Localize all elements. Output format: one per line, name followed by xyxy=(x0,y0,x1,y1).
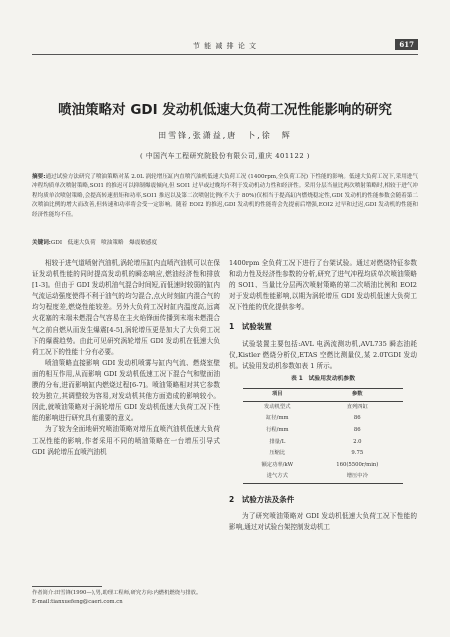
keywords-label: 关键词: xyxy=(32,240,51,246)
body-paragraph: 为了研究喷油策略对 GDI 发动机低速大负荷工况下性能的影响,通过对试验台架控制发动机工 xyxy=(229,511,417,531)
section-heading-2: 2 试验方法及条件 xyxy=(229,494,295,504)
journal-section-name: 节 能 减 排 论 文 xyxy=(192,42,258,50)
author-list: 田雪锋,张潇益,唐 卜,徐 辉 xyxy=(158,131,292,140)
table-cell: 行程/mm xyxy=(266,426,289,433)
table-row xyxy=(243,413,403,425)
body-paragraph: 喷油策略直接影响 GDI 发动机喷雾与缸内气流、燃烧室壁面的相互作用,从而影响 GDI 发动机低速工况下混合气和壁面油膜的分布,进而影响缸内燃烧过程[6-7]。喷油策略相对其它参数较为独立,其调整较为容易,对发动机其他方面造成的影响较小。因此,就喷油策略对于涡轮增压 GDI 发动机低速大负荷工况下性能的影响进行研究具有重要的意义。 xyxy=(32,358,220,423)
body-paragraph: 1400rpm 全负荷工况下进行了台架试验。通过对燃烧特征参数和动力性及经济性参数的分析,研究了进气冲程均质单次喷油策略的 SOI1、当量比分层两次喷射策略的第二次喷油比例和 EOI2 对于发动机性能影响,以期为涡轮增压 GDI 发动机低速大负荷工况下性能的优化提供参考。 xyxy=(229,259,417,312)
footnote-rule xyxy=(32,586,102,587)
table-row xyxy=(243,448,403,460)
table-cell: 压缩比 xyxy=(269,450,286,457)
table-row xyxy=(243,401,403,413)
footnote xyxy=(32,589,222,607)
table-cell: 增压中冷 xyxy=(346,473,368,480)
abstract-text: 通过试验方法研究了喷油策略对某 2.0L 涡轮增压缸内直喷汽油机低速大负荷工况 (1400rpm,全负荷工况) 下性能的影响。低速大负荷工况下,采用进气冲程均质单次喷射策略,SOI1 的推迟可以抑制爆震倾向,但 SOI1 过早或过晚均不利于发动机动力性和经济性。采用分层当量比两次喷射策略时,相较于进气冲程均质单次喷射策略,会提高转速扭矩和功率,SOI1 推迟以及第二次喷射比例(不大于 80%)仅相当于提高缸内燃烧稳定性,GDI 发动机的性能参数会随着第二次喷油比例的增大而改善,但转速和功率将会受一定影响。随着 EOI2 的推迟,GDI 发动机的性能将会先提前后增强,EOI2 过早和过迟,GDI 发动机的性能和经济性能均不佳。 xyxy=(32,174,418,218)
table-header-row xyxy=(243,388,403,401)
table-cell: 额定功率/kW xyxy=(261,461,294,468)
right-column xyxy=(229,258,417,533)
abstract xyxy=(32,173,418,220)
left-column xyxy=(32,258,220,458)
section-heading-1: 1 试验装置 xyxy=(229,322,272,332)
table-row xyxy=(243,460,403,472)
table-cell: 9.75 xyxy=(351,450,364,457)
body-paragraph: 相较于进气道喷射汽油机,涡轮增压缸内直喷汽油机可以在保证发动机性能的同时提高发动机的瞬态响应,燃油经济性和排放[1-3]。但由于 GDI 发动机油气混合时间短,而低速时较弱的缸内气流运动强度使得不利于油气的均匀混合,点火时刻缸内混合气的均匀程度差,燃烧性能较差。另外大负荷工况时缸内温度高,远离火花塞的末端未燃混合气容易在主火焰锋面传播到末端未燃混合气之前自燃从而发生爆震[4-5],涡轮增压更是加大了大负荷工况下的爆震趋势。由此可见研究涡轮增压 GDI 发动机在低速大负荷工况下的性能十分有必要。 xyxy=(32,259,220,356)
running-header xyxy=(32,40,418,55)
table-row xyxy=(243,436,403,448)
table-cell: 86 xyxy=(353,415,361,422)
body-paragraph: 试验装置主要包括:AVL 电涡流测功机,AVL735 瞬态油耗仪,Kistler 燃烧分析仪,ETAS 空燃比测量仪,某 2.0TGDI 发动机。试验用发动机参数如表 1 所示。 xyxy=(229,339,417,370)
author-email: E-mail:tianxuefeng@caeri.com.cn xyxy=(32,599,123,605)
table-cell: 发动机型式 xyxy=(264,403,291,410)
table-row xyxy=(243,471,403,483)
page-number: 617 xyxy=(395,39,418,50)
abstract-label: 摘要: xyxy=(32,174,46,180)
affiliation: ( 中国汽车工程研究院股份有限公司,重庆 401122 ) xyxy=(140,152,310,160)
keywords xyxy=(32,238,418,246)
engine-params-table xyxy=(243,388,403,484)
table-cell: 排量/L xyxy=(269,438,286,445)
table-cell: 缸径/mm xyxy=(266,415,289,422)
table-cell: 160(5500r/min) xyxy=(336,461,379,468)
paper-title: 喷油策略对 GDI 发动机低速大负荷工况性能影响的研究 xyxy=(58,102,392,118)
table-caption: 表 1 试验用发动机参数 xyxy=(290,375,356,382)
table-header-cell: 参数 xyxy=(351,391,363,398)
table-header-cell: 项目 xyxy=(271,391,283,398)
keywords-text: GDI 低速大负荷 喷油策略 爆震敏感度 xyxy=(50,240,158,246)
table-row xyxy=(243,425,403,437)
table-cell: 进气方式 xyxy=(266,473,288,480)
table-cell: 2.0 xyxy=(353,438,362,445)
table-cell: 86 xyxy=(353,426,361,433)
table-cell: 直列四缸 xyxy=(346,403,368,410)
body-paragraph: 为了较为全面地研究喷油策略对增压直喷汽油机低速大负荷工况性能的影响,作者采用不同的喷油策略在一台增压引导式 GDI 涡轮增压直喷汽油机 xyxy=(32,425,220,456)
author-bio: 作者简介:田雪锋(1990—),男,助理工程师,研究方向:内燃机燃烧与排放。 xyxy=(32,590,202,596)
